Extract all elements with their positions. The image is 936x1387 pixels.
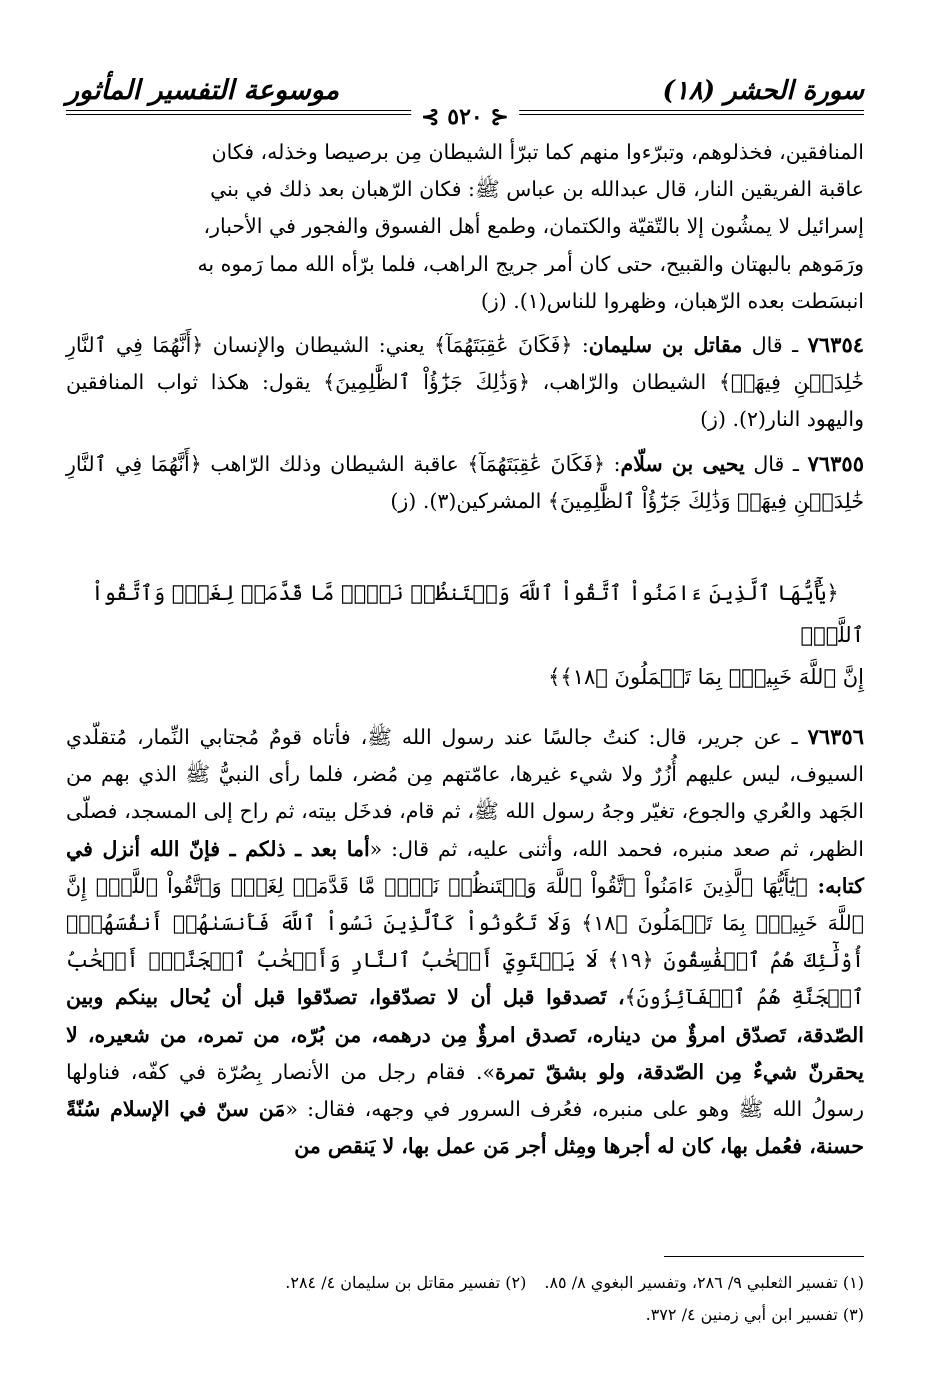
prophet-speech: أما بعد ـ ذلكم ـ فإنّ الله أنزل في كتابه: [66, 836, 864, 898]
prophet-speech: ، تَصدقوا قبل أن لا تصدّقوا، تصدّقوا قبل أن يُحال بينكم وبين الصّدقة، تَصدّق امرؤٌ من ديناره، تَصدق امرؤٌ مِن درهمه، من بُرّه، من تمره، من شعيره، لا يحقرنّ شيءٌ مِن الصّدقة، ولو بشقّ تمرة [66, 985, 864, 1084]
verse-line: ﴿يَٰٓأَيُّهَا ٱلَّذِينَ ءَامَنُواْ ٱتَّقُواْ ٱللَّهَ وَلۡتَنظُرۡ نَفۡسٞ مَّا قَدَّمَتۡ لِغَدٖۖ وَٱتَّقُواْ ٱللَّهَۚ [91, 581, 864, 648]
intro-line: إسرائيل لا يمشُون إلا بالتّقيّة والكتمان، وطمع أهل الفسوق والفجور في الأحبار، [203, 214, 864, 239]
footnote-line [66, 1299, 864, 1331]
hadith-number: ٧٦٣٥٥ [807, 450, 864, 476]
hadith-number: ٧٦٣٥٤ [807, 332, 865, 358]
footnote-line [66, 1267, 864, 1299]
main-text [66, 134, 864, 1165]
quran-verse-block [66, 572, 864, 698]
hadith-76355: ٧٦٣٥٥ ـ قال يحيى بن سلّام: ﴿فَكَانَ عَٰقِبَتَهُمَآ﴾ عاقبة الشيطان وذلك الرّاهب ﴿أَنَّهُمَا فِي ٱلنَّارِ خَٰلِدَيۡنِ فِيهَاۚ وَذَٰلِكَ جَزَٰٓؤُاْ ٱلظَّٰلِمِينَ﴾ المشركين(٣). (ز) [66, 450, 864, 513]
prophet-speech: مَن سنّ في الإسلام سُنّةً حسنة، فعُمل بها، كان له أجرها ومِثل أجر مَن عمل بها، لا يَنقص من [66, 1097, 864, 1159]
hadith-76356: ٧٦٣٥٦ ـ عن جرير، قال: كنتُ جالسًا عند رسول الله ﷺ، فأتاه قومٌ مُجتابي النِّمار، مُتقلّدي السيوف، ليس عليهم أُزُرٌ ولا شيء غيرها، عامّتهم مِن مُضر، فلما رأى النبيُّ ﷺ الذي بهم من الجَهد والعُري والجوع، تغيّر وجهُ رسول الله ﷺ، ثم قام، فدخَل بيته، ثم راح إلى المسجد، فصلّى الظهر، ثم صعد منبره، فحمد الله، وأثنى عليه، ثم قال: «أما بعد ـ ذلكم ـ فإنّ الله أنزل في كتابه: ﴿يَٰٓأَيُّهَا ٱلَّذِينَ ءَامَنُواْ ٱتَّقُواْ ٱللَّهَ وَلۡتَنظُرۡ نَفۡسٞ مَّا قَدَّمَتۡ لِغَدٖۖ وَٱتَّقُواْ ٱللَّهَۚ إِنَّ ٱللَّهَ خَبِيرُۢ بِمَا تَعۡمَلُونَ ﴿١٨﴾ وَلَا تَكُونُواْ كَٱلَّذِينَ نَسُواْ ٱللَّهَ فَأَنسَىٰهُمۡ أَنفُسَهُمۡۚ أُوْلَٰٓئِكَ هُمُ ٱلۡفَٰسِقُونَ ﴿١٩﴾ لَا يَسۡتَوِيٓ أَصۡحَٰبُ ٱلنَّارِ وَأَصۡحَٰبُ ٱلۡجَنَّةِۚ أَصۡحَٰبُ ٱلۡجَنَّةِ هُمُ ٱلۡفَآئِزُونَ﴾، تَصدقوا قبل أن لا تصدّقوا، تصدّقوا قبل أن يُحال بينكم وبين الصّدقة، تَصدّق امرؤٌ من ديناره، تَصدق امرؤٌ مِن درهمه، من بُرّه، من تمره، من شعيره، لا يحقرنّ شيءٌ مِن الصّدقة، ولو بشقّ تمرة». فقام رجل من الأنصار بِصُرّة في كفّه، فناولها رسولُ الله ﷺ وهو على منبره، فعُرف السرور في وجهه، فقال: «مَن سنّ في الإسلام سُنّةً حسنة، فعُمل بها، كان له أجرها ومِثل أجر مَن عمل بها، لا يَنقص من [66, 724, 865, 1159]
hadith-body: : ﴿فَكَانَ عَٰقِبَتَهُمَآ﴾ يعني: الشيطان والإنسان ﴿أَنَّهُمَا فِي ٱلنَّارِ خَٰلِدَيۡنِ فِيهَاۚ﴾ الشيطان والرّاهب، ﴿وَذَٰلِكَ جَزَٰٓؤُاْ ٱلظَّٰلِمِينَ﴾ يقول: هكذا ثواب المنافقين واليهود النار(٢). (ز) [66, 333, 864, 432]
footnote-rule [664, 1256, 864, 1257]
header-rule [66, 104, 864, 134]
narrator-name: مقاتل بن سليمان [588, 333, 743, 358]
hadith-76354: ٧٦٣٥٤ ـ قال مقاتل بن سليمان: ﴿فَكَانَ عَٰقِبَتَهُمَآ﴾ يعني: الشيطان والإنسان ﴿أَنَّهُمَا فِي ٱلنَّارِ خَٰلِدَيۡنِ فِيهَاۚ﴾ الشيطان والرّاهب، ﴿وَذَٰلِكَ جَزَٰٓؤُاْ ٱلظَّٰلِمِينَ﴾ يقول: هكذا ثواب المنافقين واليهود النار(٢). (ز) [66, 332, 865, 432]
footnote-1: (١) تفسير الثعلبي ٩/ ٢٨٦، وتفسير البغوي ٨/ ٨٥. [544, 1273, 864, 1292]
hadith-body: : ﴿فَكَانَ عَٰقِبَتَهُمَآ﴾ عاقبة الشيطان وذلك الرّاهب ﴿أَنَّهُمَا فِي ٱلنَّارِ خَٰلِدَيۡنِ فِيهَاۚ وَذَٰلِكَ جَزَٰٓؤُاْ ٱلظَّٰلِمِينَ﴾ المشركين(٣). (ز) [66, 451, 864, 513]
intro-line: المنافقين، فخذلوهم، وتبرّءوا منهم كما تبرّأ الشيطان مِن برصيصا وخذله، فكان [211, 140, 864, 164]
intro-line: عاقبة الفريقين النار، قال عبدالله بن عباس ﷺ: فكان الرّهبان بعد ذلك في بني [210, 177, 864, 202]
footnote-2: (٢) تفسير مقاتل بن سليمان ٤/ ٢٨٤. [285, 1273, 527, 1292]
running-header [66, 62, 864, 106]
book-page [66, 62, 864, 1165]
footnote-3: (٣) تفسير ابن أبي زمنين ٤/ ٣٧٢. [645, 1305, 864, 1324]
quran-quote: ﴿يَٰٓأَيُّهَا ٱلَّذِينَ ءَامَنُواْ ٱتَّقُواْ ٱللَّهَ وَلۡتَنظُرۡ نَفۡسٞ مَّا قَدَّمَتۡ لِغَدٖۖ وَٱتَّقُواْ ٱللَّهَۚ إِنَّ ٱللَّهَ خَبِيرُۢ بِمَا تَعۡمَلُونَ ﴿١٨﴾ وَلَا تَكُونُواْ كَٱلَّذِينَ نَسُواْ ٱللَّهَ فَأَنسَىٰهُمۡ أَنفُسَهُمۡۚ أُوْلَٰٓئِكَ هُمُ ٱلۡفَٰسِقُونَ ﴿١٩﴾ لَا يَسۡتَوِيٓ أَصۡحَٰبُ ٱلنَّارِ وَأَصۡحَٰبُ ٱلۡجَنَّةِۚ أَصۡحَٰبُ ٱلۡجَنَّةِ هُمُ ٱلۡفَآئِزُونَ﴾ [66, 873, 865, 1010]
page-number: ⊰ ٥٢٠ ⊱ [411, 104, 519, 130]
surah-label: سورة الحشر (١٨) [662, 76, 864, 106]
narrator-name: يحيى بن سلّام [620, 451, 745, 476]
intro-line: انبسَطت بعده الرّهبان، وظهروا للناس(١). (ز) [480, 288, 864, 313]
footnotes [66, 1256, 864, 1331]
hadith-number: ٧٦٣٥٦ [807, 724, 864, 750]
intro-line: ورَمَوهم بالبهتان والقبيح، حتى كان أمر جريج الراهب، فلما برّأه الله مما رَموه به [197, 251, 864, 276]
book-title: موسوعة التفسير المأثور [66, 75, 340, 106]
verse-line: إِنَّ ٱللَّهَ خَبِيرُۢ بِمَا تَعۡمَلُونَ ﴿١٨﴾﴾ [548, 665, 864, 690]
